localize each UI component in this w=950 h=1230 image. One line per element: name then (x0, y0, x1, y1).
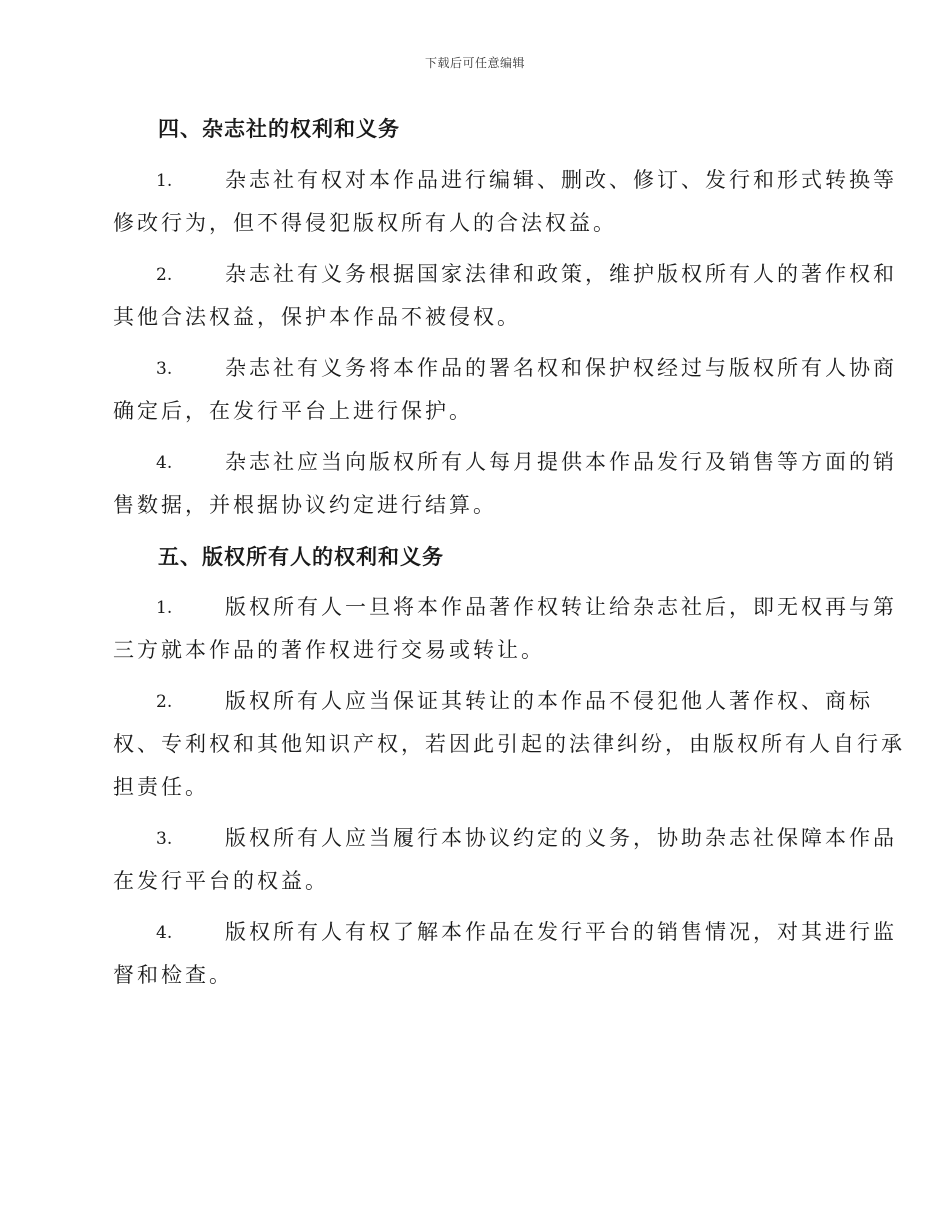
section5-item-3 (113, 824, 897, 910)
item-line (113, 448, 897, 491)
item-line (113, 303, 838, 346)
item-text: 其他合法权益，保护本作品不被侵权。 (113, 305, 521, 329)
item-text: 确定后，在发行平台上进行保护。 (113, 399, 473, 423)
item-number: 2. (156, 265, 173, 285)
item-number: 4. (156, 923, 173, 943)
item-line (113, 730, 905, 773)
item-number: 1. (156, 171, 173, 191)
item-number: 2. (156, 692, 173, 712)
item-line (113, 593, 897, 636)
item-line (113, 397, 838, 440)
section5-item-2 (113, 687, 905, 816)
item-line (113, 773, 838, 816)
section5-item-4 (113, 918, 897, 1004)
item-text: 权、专利权和其他知识产权，若因此引起的法律纠纷，由版权所有人自行承 (113, 732, 905, 756)
item-text: 杂志社有权对本作品进行编辑、删改、修订、发行和形式转换等 (225, 168, 897, 192)
item-line (113, 354, 897, 397)
item-text: 售数据，并根据协议约定进行结算。 (113, 493, 497, 517)
section5-item-1 (113, 593, 897, 679)
item-line (113, 867, 838, 910)
section4-item-4 (113, 448, 897, 534)
item-number: 3. (156, 359, 173, 379)
item-text: 版权所有人应当履行本协议约定的义务，协助杂志社保障本作品 (225, 826, 897, 850)
section-heading-5: 五、版权所有人的权利和义务 (158, 544, 444, 569)
item-number: 3. (156, 829, 173, 849)
item-text: 在发行平台的权益。 (113, 869, 329, 893)
item-number: 1. (156, 598, 173, 618)
item-line (113, 961, 838, 1004)
item-line (113, 918, 897, 961)
section4-item-1 (113, 166, 897, 252)
item-line (113, 209, 838, 252)
item-line (113, 687, 873, 730)
item-line (113, 166, 897, 209)
item-line (113, 636, 838, 679)
item-text: 杂志社应当向版权所有人每月提供本作品发行及销售等方面的销 (225, 450, 897, 474)
header-note: 下载后可任意编辑 (424, 56, 525, 70)
item-text: 版权所有人一旦将本作品著作权转让给杂志社后，即无权再与第 (225, 595, 897, 619)
item-line (113, 491, 838, 534)
section4-item-2 (113, 260, 897, 346)
item-text: 版权所有人应当保证其转让的本作品不侵犯他人著作权、商标 (225, 689, 873, 713)
item-text: 版权所有人有权了解本作品在发行平台的销售情况，对其进行监 (225, 920, 897, 944)
item-number: 4. (156, 453, 173, 473)
item-text: 杂志社有义务将本作品的署名权和保护权经过与版权所有人协商 (225, 356, 897, 380)
item-text: 三方就本作品的著作权进行交易或转让。 (113, 638, 545, 662)
item-line (113, 824, 897, 867)
item-line (113, 260, 897, 303)
item-text: 督和检查。 (113, 963, 233, 987)
item-text: 修改行为，但不得侵犯版权所有人的合法权益。 (113, 211, 617, 235)
item-text: 杂志社有义务根据国家法律和政策，维护版权所有人的著作权和 (225, 262, 897, 286)
section-heading-4: 四、杂志社的权利和义务 (158, 116, 400, 141)
section4-item-3 (113, 354, 897, 440)
item-text: 担责任。 (113, 775, 209, 799)
